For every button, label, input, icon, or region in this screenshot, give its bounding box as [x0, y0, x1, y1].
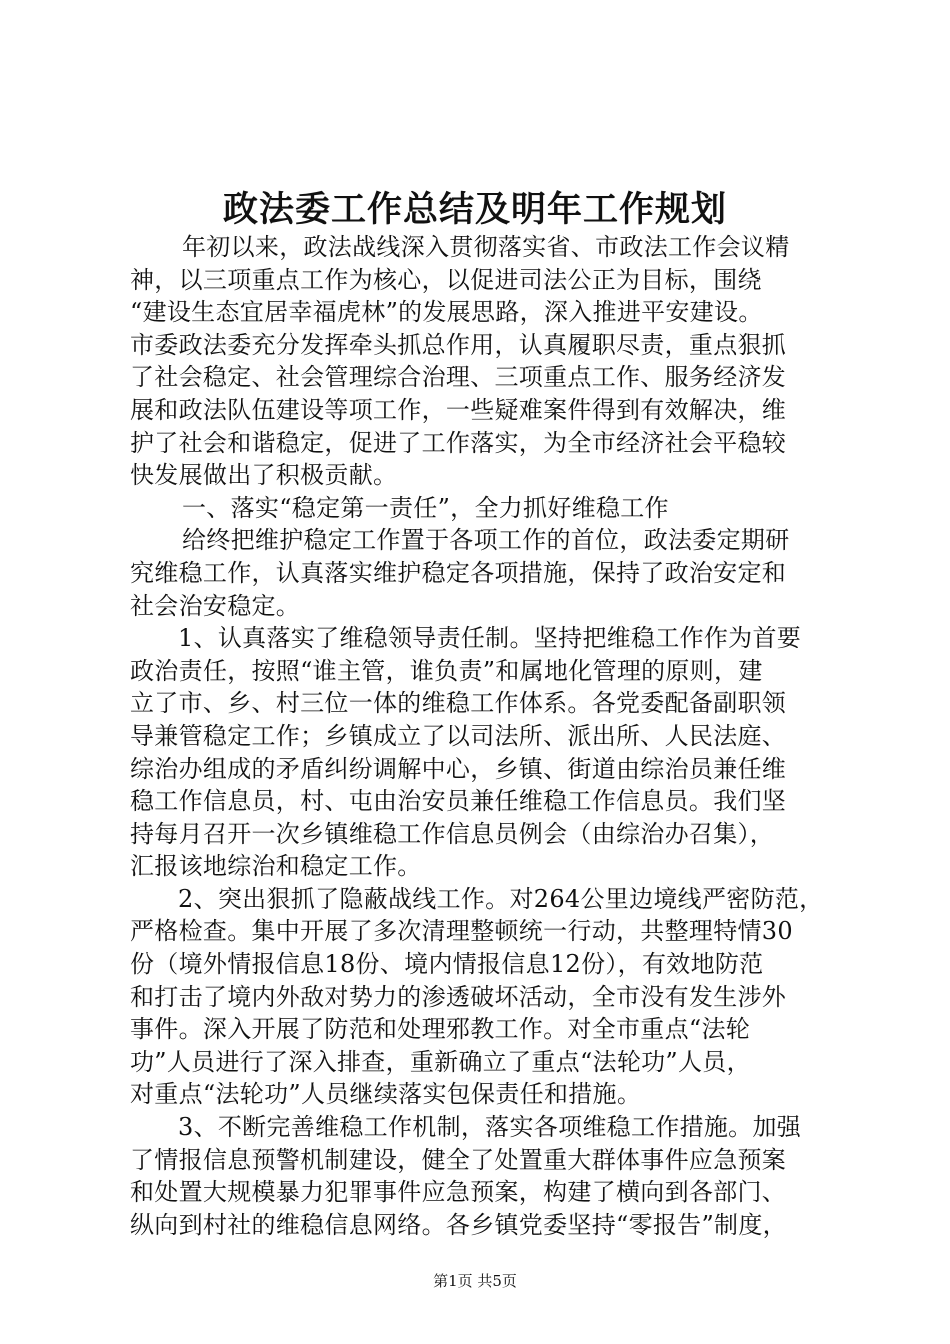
text-line: 和处置大规模暴力犯罪事件应急预案，构建了横向到各部门、	[130, 1178, 787, 1207]
text-line: 导兼管稳定工作；乡镇成立了以司法所、派出所、人民法庭、	[130, 721, 787, 750]
text-line: 事件。深入开展了防范和处理邪教工作。对全市重点“法轮	[130, 1015, 751, 1044]
text-line: 给终把维护稳定工作置于各项工作的首位，政法委定期研	[182, 526, 790, 555]
text-line: 市委政法委充分发挥牵头抓总作用，认真履职尽责，重点狠抓	[130, 330, 787, 359]
text-line: 了情报信息预警机制建设，健全了处置重大群体事件应急预案	[130, 1145, 787, 1174]
text-line: 神，以三项重点工作为核心，以促进司法公正为目标，围绕	[130, 265, 762, 294]
text-line: 汇报该地综治和稳定工作。	[130, 852, 422, 881]
text-line: 究维稳工作，认真落实维护稳定各项措施，保持了政治安定和	[130, 558, 787, 587]
text-line: 展和政法队伍建设等项工作，一些疑难案件得到有效解决，维	[130, 395, 787, 424]
text-line: 了社会稳定、社会管理综合治理、三项重点工作、服务经济发	[130, 363, 787, 392]
text-line: 纵向到村社的维稳信息网络。各乡镇党委坚持“零报告”制度，	[130, 1210, 787, 1239]
text-line: “建设生态宜居幸福虎林”的发展思路，深入推进平安建设。	[130, 298, 763, 327]
text-line: 1、认真落实了维稳领导责任制。坚持把维稳工作作为首要	[178, 624, 802, 653]
text-line: 3、不断完善维稳工作机制，落实各项维稳工作措施。加强	[178, 1113, 802, 1142]
text-line: 综治办组成的矛盾纠纷调解中心，乡镇、街道由综治员兼任维	[130, 754, 787, 783]
text-line: 稳工作信息员，村、屯由治安员兼任维稳工作信息员。我们坚	[130, 787, 787, 816]
document-title: 政法委工作总结及明年工作规划	[222, 189, 727, 230]
text-line: 护了社会和谐稳定，促进了工作落实，为全市经济社会平稳较	[130, 428, 787, 457]
text-line: 2、突出狠抓了隐蔽战线工作。对264公里边境线严密防范，	[178, 884, 824, 913]
document-body	[130, 231, 830, 1241]
text-line: 社会治安稳定。	[130, 591, 301, 620]
text-line: 快发展做出了积极贡献。	[130, 461, 398, 490]
text-line: 严格检查。集中开展了多次清理整顿统一行动，共整理特情30	[130, 917, 793, 946]
text-line: 持每月召开一次乡镇维稳工作信息员例会（由综治办召集），	[130, 819, 775, 848]
text-line: 功”人员进行了深入排查，重新确立了重点“法轮功”人员，	[130, 1047, 751, 1076]
text-line: 一、落实“稳定第一责任”，全力抓好维稳工作	[182, 493, 669, 522]
text-line: 份（境外情报信息18份、境内情报信息12份），有效地防范	[130, 950, 764, 979]
text-line: 年初以来，政法战线深入贯彻落实省、市政法工作会议精	[182, 233, 790, 261]
text-line: 政治责任，按照“谁主管，谁负责”和属地化管理的原则，建	[130, 656, 763, 685]
text-line: 立了市、乡、村三位一体的维稳工作体系。各党委配备副职领	[130, 689, 787, 718]
text-line: 和打击了境内外敌对势力的渗透破坏活动，全市没有发生涉外	[130, 982, 787, 1011]
page-footer: 第1页 共5页	[433, 1272, 517, 1290]
text-line: 对重点“法轮功”人员继续落实包保责任和措施。	[130, 1080, 642, 1109]
